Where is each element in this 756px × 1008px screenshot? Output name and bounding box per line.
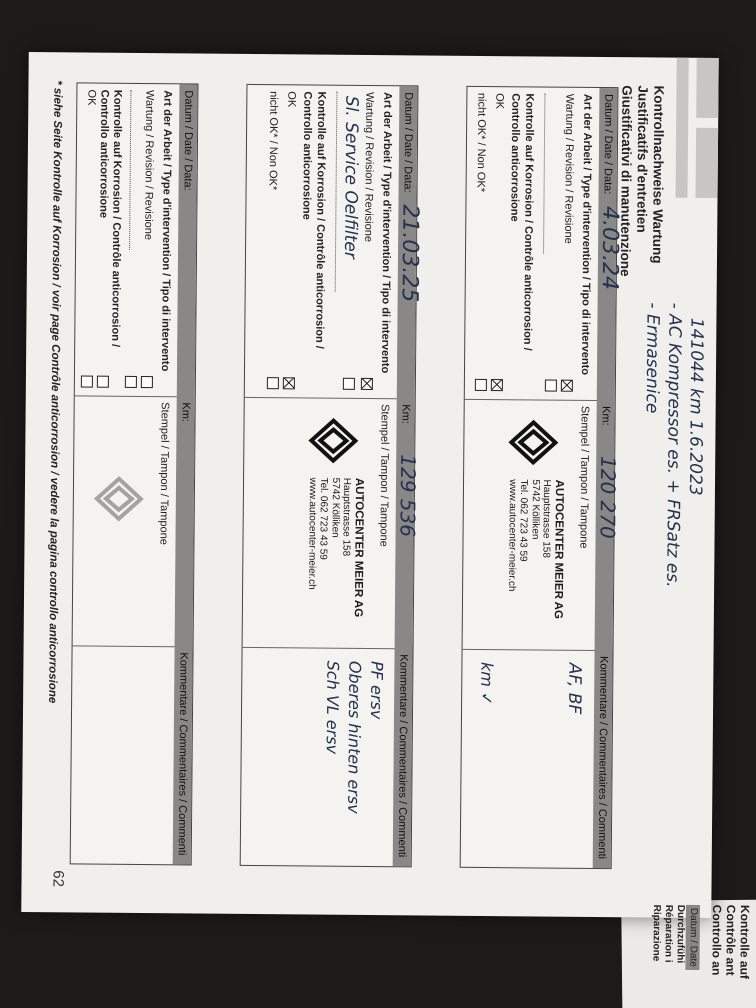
entry-1-comment-1: AF, BF: [564, 662, 585, 715]
entry-1-stamp-tel: Tel. 062 723 43 59: [517, 479, 530, 562]
entry-2-notok-checkbox[interactable]: [267, 377, 279, 389]
next-page-title: [709, 905, 752, 979]
entry-2-stamp-addr2: 5742 Kölliken: [329, 477, 342, 538]
entry-1-service-checkbox-2[interactable]: [545, 380, 557, 392]
entry-1-separator-1: [465, 399, 597, 401]
entry-2-notok-label: nicht OK* / Non OK*: [266, 91, 280, 191]
next-page-title-1: Kontrolle auf: [737, 904, 752, 979]
entry-3-date-label: Datum / Date / Data:: [181, 90, 195, 191]
service-entry-2: [240, 84, 423, 867]
footnote: * siehe Seite Kontrolle auf Korrosion / voir page Contrôle anticorrosion / vedere la pagina controllo anticorrosione: [46, 80, 64, 704]
entry-3-stamp-label: Stempel / Tampon / Tampone: [157, 402, 171, 545]
next-page-type-2: Réparation i: [662, 904, 675, 963]
entry-1-type-label: Art der Arbeit / Type d'intervention / Tipo di intervento: [578, 93, 594, 376]
entry-1-corrosion-label: Kontrolle auf Korrosion / Contrôle anticorrosion /: [521, 93, 536, 351]
entry-2-stamp-name: AUTOCENTER MEIER AG: [351, 477, 366, 618]
gray-tab-3: [676, 58, 689, 198]
entry-3-ok-checkbox[interactable]: [97, 376, 109, 388]
entry-1-ok-label: OK: [493, 93, 506, 110]
entry-2-km-label: Km:: [399, 404, 412, 424]
page-title: [617, 85, 667, 277]
gray-tab-1: [696, 58, 719, 118]
entry-2-comment-1: PF ersv: [366, 660, 387, 720]
entry-1-corrosion-label-2: Controllo anticorrosione: [508, 93, 522, 222]
entry-3-separator-2: [73, 645, 175, 647]
entry-1-service-label: Wartung / Revision / Revisione: [562, 93, 576, 244]
entry-1-date-value: 4.03.24: [596, 205, 623, 291]
entry-2-stamp-addr1: Hauptstrasse 158: [340, 477, 353, 557]
entry-2-stamp-label: Stempel / Tampon / Tampone: [377, 404, 391, 547]
entry-2-separator-1: [245, 397, 397, 399]
renault-logo-icon: [94, 474, 144, 524]
entry-1-separator-2: [463, 649, 595, 651]
entry-1-stamp-addr2: 5742 Kölliken: [529, 479, 542, 540]
entry-1-ok-checkbox[interactable]: [491, 379, 503, 391]
entry-2-service-label: Wartung / Revision / Revisione: [362, 91, 376, 243]
title-de: Kontrollnachweise Wartung: [649, 85, 667, 264]
next-page-title-3: Controllo an: [709, 904, 725, 976]
entry-2-service-checkbox[interactable]: [361, 378, 373, 390]
entry-1-stamp-web: www.autocenter-meier.ch: [506, 479, 519, 592]
gray-tab-2: [696, 128, 719, 198]
next-page-date: Datum / Date: [685, 905, 700, 970]
entry-2-date-value: 21.03.25: [396, 204, 423, 303]
entry-2-stamp-web: www.autocenter-meier.ch: [306, 477, 319, 590]
entry-1-date-label: Datum / Date / Data:: [601, 94, 615, 195]
margin-note-line1: 141044 km 1.6.2023: [684, 317, 707, 496]
next-page-title-2: Contrôle ant: [723, 904, 739, 976]
entry-3-work-line: [129, 90, 131, 250]
entry-1-work-line: [543, 94, 545, 254]
entry-2-ok-label: OK: [285, 91, 298, 108]
entry-1-notok-checkbox[interactable]: [475, 379, 487, 391]
entry-1-km-value: 120 270: [595, 455, 621, 539]
entry-2-separator-2: [243, 647, 395, 649]
entry-3-type-label: Art der Arbeit / Type d'intervention / Tipo di intervento: [158, 90, 174, 372]
entry-3-corrosion-label-2: Controllo anticorrosione: [97, 89, 111, 219]
entry-2-stamp-tel: Tel. 062 723 43 59: [317, 477, 330, 560]
entry-2-comment-3: Sch VL ersv: [322, 660, 343, 755]
margin-note-line2: - AC Kompressor es. + FRSatz es.: [662, 302, 685, 588]
entry-3-header: [173, 84, 198, 864]
entry-2-km-value: 129 536: [395, 454, 421, 538]
entry-1-dealer-stamp: [505, 479, 564, 619]
entry-3-service-checkbox[interactable]: [141, 376, 153, 388]
entry-1-km-label: Km:: [599, 406, 612, 426]
page-number: 62: [49, 870, 67, 888]
entry-3-notok-checkbox[interactable]: [81, 375, 93, 387]
entry-2-type-label: Art der Arbeit / Type d'intervention / Tipo di intervento: [378, 92, 394, 374]
service-entry-3: [70, 82, 199, 865]
entry-2-comment-2: Oberes hinten ersv: [344, 660, 365, 814]
entry-2-work-value: Sl. Service Oelfilter: [339, 95, 362, 259]
entry-2-date-label: Datum / Date / Data:: [401, 92, 415, 193]
entry-3-ok-label: OK: [85, 89, 98, 106]
next-page-type-1: Durchzufühi: [674, 904, 687, 964]
next-page-body: [649, 905, 700, 970]
renault-logo-icon: [508, 417, 558, 467]
title-fr: Justificatifs d'entretien: [634, 85, 651, 233]
title-it: Giustificativi di manutenzione: [617, 85, 635, 277]
entry-1-stamp-name: AUTOCENTER MEIER AG: [551, 479, 566, 619]
entry-3-separator-1: [75, 395, 177, 397]
service-entry-1: [460, 86, 623, 869]
entry-3-comments-label: Kommentare / Commentaires / Commenti: [175, 652, 190, 856]
entry-3-corrosion-label: Kontrolle auf Korrosion / Contrôle anticorrosion /: [109, 89, 124, 348]
renault-logo-icon: [308, 415, 358, 465]
entry-2-dealer-stamp: [305, 477, 364, 617]
entry-2-service-checkbox-2[interactable]: [343, 378, 355, 390]
entry-1-comment-extra: km ✓: [477, 661, 497, 706]
entry-1-service-checkbox[interactable]: [561, 380, 573, 392]
entry-3-service-label: Wartung / Revision / Revisione: [142, 90, 156, 241]
entry-2-work-line: [335, 92, 338, 292]
entry-3-km-label: Km:: [179, 402, 192, 423]
entry-3-service-checkbox-2[interactable]: [125, 376, 137, 388]
entry-2-ok-checkbox[interactable]: [283, 377, 295, 389]
entry-1-comments-label: Kommentare / Commentaires / Commenti: [595, 655, 610, 860]
booklet-page: [21, 52, 718, 918]
entry-1-stamp-label: Stempel / Tampon / Tampone: [577, 405, 591, 549]
entry-2-corrosion-label-2: Controllo anticorrosione: [300, 91, 314, 220]
entry-1-notok-label: nicht OK* / Non OK*: [474, 92, 488, 193]
entry-1-stamp-addr1: Hauptstrasse 158: [540, 479, 553, 558]
entry-2-comments-label: Kommentare / Commentaires / Commenti: [395, 654, 410, 858]
next-page-type-3: Riparazione: [650, 904, 663, 962]
entry-2-corrosion-label: Kontrolle auf Korrosion / Contrôle anticorrosion /: [313, 91, 328, 349]
margin-note-line3: - Ermasenice: [641, 302, 663, 414]
